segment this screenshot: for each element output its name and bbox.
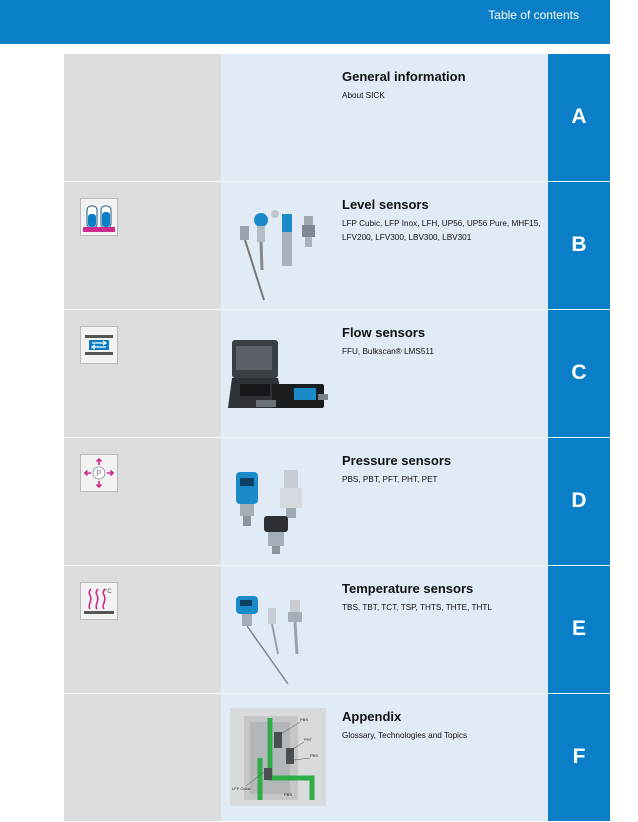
- level-tank-icon: [80, 198, 118, 236]
- section-heading: Level sensors: [342, 197, 429, 212]
- section-tab-f[interactable]: [548, 694, 610, 821]
- section-heading: Appendix: [342, 709, 402, 724]
- section-letter: D: [571, 489, 587, 512]
- section-subtitle: TBS, TBT, TCT, TSP, THTS, THTE, THTL: [342, 603, 492, 612]
- pressure-icon: [80, 454, 118, 492]
- section-tab-d[interactable]: [548, 438, 610, 565]
- svg-text:P: P: [96, 469, 102, 478]
- section-tab-e[interactable]: [548, 566, 610, 693]
- section-subtitle: About SICK: [342, 91, 385, 100]
- section-letter: E: [571, 617, 586, 640]
- toc-row-flow-sensors[interactable]: [64, 310, 610, 437]
- flow-sensors-photo: [228, 338, 338, 430]
- section-subtitle: FFU, Bulkscan® LMS511: [342, 347, 434, 356]
- section-heading: Flow sensors: [342, 325, 426, 340]
- section-subtitle: PBS, PBT, PFT, PHT, PET: [342, 475, 438, 484]
- section-tab-c[interactable]: [548, 310, 610, 437]
- toc-row-appendix[interactable]: [64, 694, 610, 821]
- section-subtitle: Glossary, Technologies and Topics: [342, 731, 468, 740]
- section-letter: A: [571, 105, 587, 128]
- temperature-sensors-photo: [228, 594, 338, 686]
- flow-arrows-icon: [80, 326, 118, 364]
- section-letter: F: [572, 745, 586, 768]
- header-bar: [0, 0, 610, 44]
- page-title: Table of contents: [488, 8, 579, 22]
- appendix-label: PBS: [300, 717, 309, 722]
- toc-row-temperature-sensors[interactable]: [64, 566, 610, 693]
- section-tab-a[interactable]: [548, 54, 610, 181]
- appendix-illustration: [230, 708, 326, 806]
- appendix-label: PBS: [284, 792, 293, 797]
- appendix-label: LFP Cubic: [232, 786, 251, 791]
- temperature-icon: [80, 582, 118, 620]
- section-letter: C: [571, 361, 587, 384]
- toc-row-general-information[interactable]: [64, 54, 610, 181]
- section-tab-b[interactable]: [548, 182, 610, 309]
- pressure-sensors-photo: [228, 466, 338, 558]
- appendix-label: PBS: [310, 753, 319, 758]
- section-heading: Pressure sensors: [342, 453, 452, 468]
- svg-text:°C: °C: [105, 589, 112, 595]
- section-heading: General information: [342, 69, 466, 84]
- section-letter: B: [571, 233, 587, 256]
- section-heading: Temperature sensors: [342, 581, 474, 596]
- level-sensors-photo: [228, 210, 338, 302]
- toc-row-pressure-sensors[interactable]: [64, 438, 610, 565]
- toc-row-level-sensors[interactable]: [64, 182, 610, 309]
- section-subtitle: LFP Cubic, LFP Inox, LFH, UP56, UP56 Pure, MHF15, LFV200, LFV300, LBV300, LBV301: [342, 219, 541, 242]
- appendix-label: PHT: [304, 737, 312, 742]
